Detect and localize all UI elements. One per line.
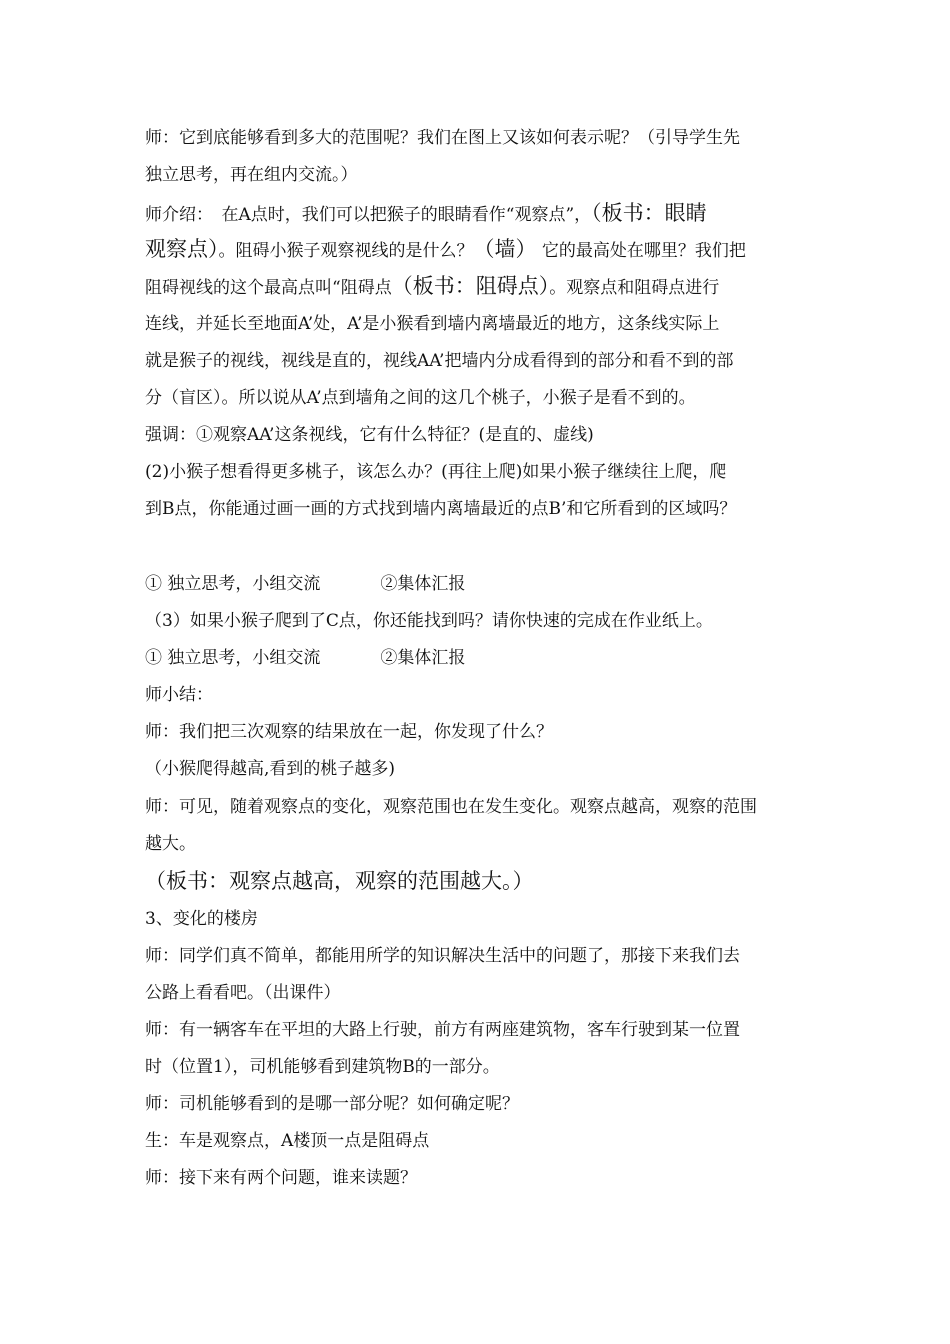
text-line: 师：可见，随着观察点的变化，观察范围也在发生变化。观察点越高，观察的范围 [145,797,757,817]
board-note: （板书：阻碍点） [391,274,550,298]
text-line: 时（位置1），司机能够看到建筑物B的一部分。 [145,1057,500,1077]
text-line [145,572,835,596]
text-line: 就是猴子的视线，视线是直的，视线AA’把墙内分成看得到的部分和看不到的部 [145,351,734,371]
step-item: ① 独立思考，小组交流 [145,574,321,594]
text-line: 到B点，你能通过画一画的方式找到墙内离墙最近的点B’和它所看到的区域吗？ [145,499,737,519]
text-line: 连线，并延长至地面A’处，A’是小猴看到墙内离墙最近的地方，这条线实际上 [145,314,720,334]
text-line: （小猴爬得越高,看到的桃子越多) [145,759,396,779]
text-line: 强调：①观察AA’这条视线，它有什么特征？(是直的、虚线) [145,425,594,445]
text-line: 公路上看看吧。（出课件） [145,983,341,1003]
text-line [145,201,835,227]
text-line: 分（盲区）。所以说从A’点到墙角之间的这几个桃子，小猴子是看不到的。 [145,388,696,408]
step-item: ②集体汇报 [380,574,466,594]
step-item: ① 独立思考，小组交流 [145,648,321,668]
text-line: 独立思考，再在组内交流。） [145,165,358,185]
text-line [145,237,835,263]
text-line: 师：同学们真不简单，都能用所学的知识解决生活中的问题了，那接下来我们去 [145,946,740,966]
text-run: 。观察点和阻碍点进行 [549,278,720,298]
text-line: (2)小猴子想看得更多桃子，该怎么办？(再往上爬)如果小猴子继续往上爬，爬 [145,462,727,482]
text-line: 师：司机能够看到的是哪一部分呢？如何确定呢？ [145,1094,519,1114]
text-line [145,274,835,300]
board-note: 观察点） [145,237,219,261]
text-run: 师介绍： 在A点时，我们可以把猴子的眼睛看作“观察点”， [145,205,592,225]
text-line: 越大。 [145,834,196,854]
text-line: 师：我们把三次观察的结果放在一起，你发现了什么？ [145,722,553,742]
board-note: （板书：观察点越高，观察的范围越大。） [145,869,534,893]
text-line: 师小结： [145,685,213,705]
text-line: 生：车是观察点，A楼顶一点是阻碍点 [145,1131,430,1151]
text-line: 师：它到底能够看到多大的范围呢？我们在图上又该如何表示呢？（引导学生先 [145,128,740,148]
text-line [145,646,835,670]
text-line: 师：有一辆客车在平坦的大路上行驶，前方有两座建筑物，客车行驶到某一位置 [145,1020,740,1040]
text-line: （3）如果小猴子爬到了C点，你还能找到吗？请你快速的完成在作业纸上。 [145,611,713,631]
step-item: ②集体汇报 [380,648,466,668]
text-run: 阻碍视线的这个最高点叫“阻碍点 [145,278,392,298]
board-note: （板书：眼睛 [591,201,707,225]
answer-note: （墙） [473,237,537,261]
text-run: 它的最高处在哪里？我们把 [536,241,746,261]
section-heading: 3、变化的楼房 [145,909,258,929]
text-run: 。阻碍小猴子观察视线的是什么？ [218,241,474,261]
text-line: 师：接下来有两个问题，谁来读题？ [145,1168,417,1188]
